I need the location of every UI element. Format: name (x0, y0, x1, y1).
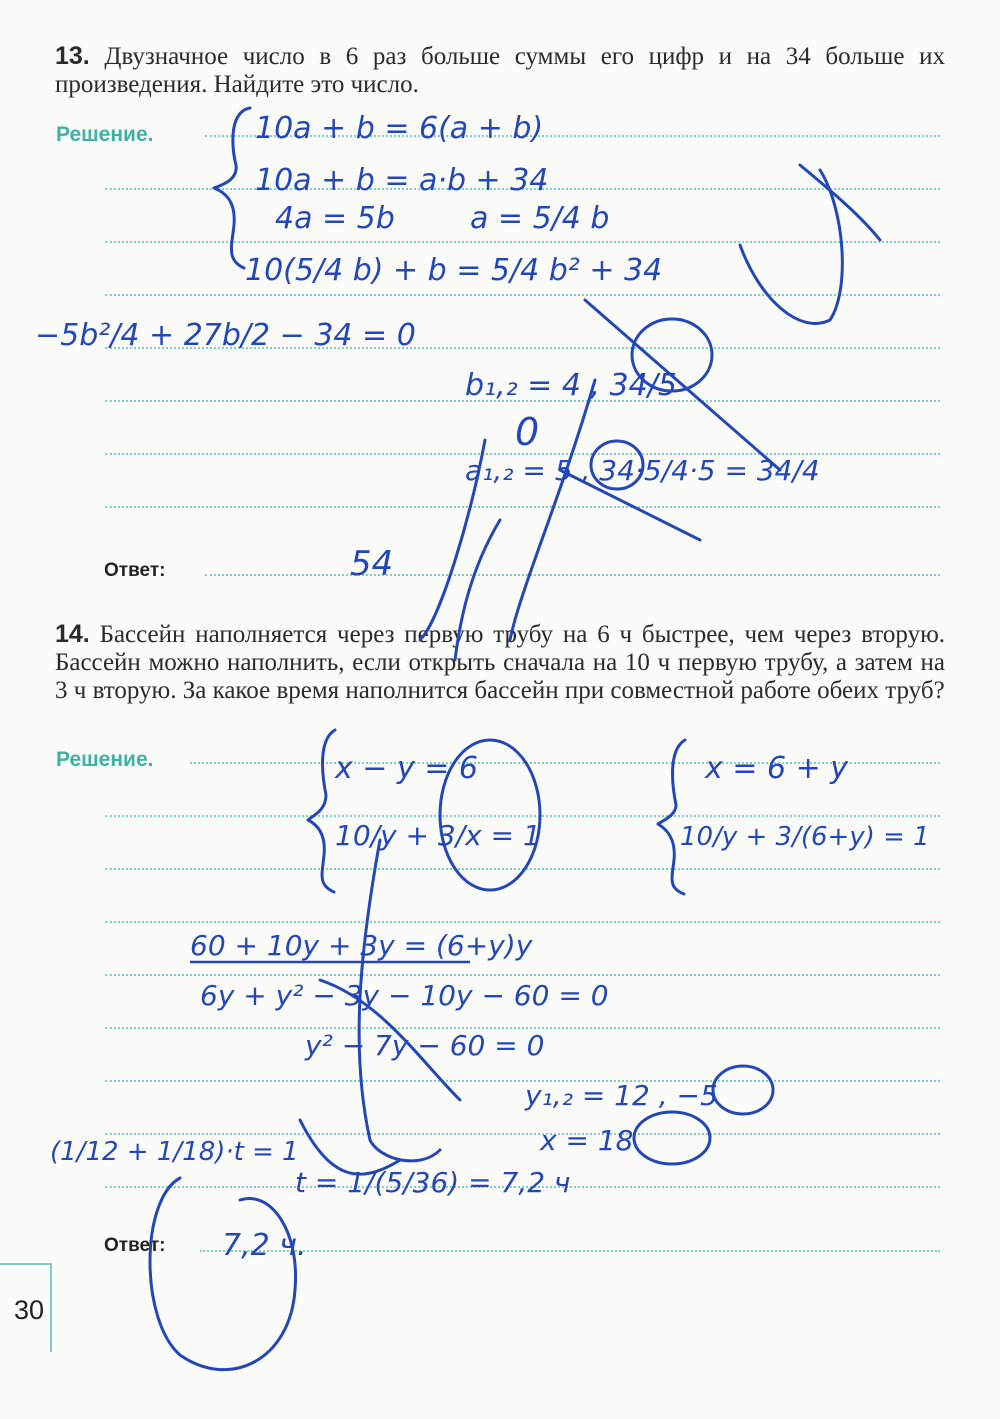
hw-eq1: 10a + b = 6(a + b) (255, 111, 544, 146)
hw-sys1a: x − y = 6 (335, 751, 479, 786)
check-mark-13 (740, 170, 842, 323)
problem-13-number: 13. (55, 42, 90, 70)
loop-scribble-14 (150, 1178, 296, 1370)
answer-label-13: Ответ: (104, 560, 166, 581)
circle-system (440, 740, 540, 890)
problem-14-number: 14. (55, 620, 90, 648)
page-number: 30 (14, 1295, 45, 1325)
hw-answer-14: 7,2 ч. (222, 1228, 307, 1263)
circle-root-x (634, 1112, 710, 1164)
answer-label-14: Ответ: (104, 1235, 166, 1256)
solution-label-13: Решение. (56, 123, 154, 146)
hw-sys2a: x = 6 + y (705, 751, 849, 786)
hw-line3: y² − 7y − 60 = 0 (305, 1029, 545, 1062)
hw-eq5: −5b²/4 + 27b/2 − 34 = 0 (35, 318, 416, 353)
hw-line1: 60 + 10y + 3y = (6+y)y (190, 929, 533, 962)
pen-scribble-13 (420, 380, 595, 660)
solution-label-14: Решение. (56, 748, 154, 771)
system-brace-14b (658, 740, 685, 894)
hw-zero: 0 (515, 410, 540, 454)
hw-eq2: 10a + b = a·b + 34 (255, 163, 549, 198)
problem-14-statement: Бассейн наполняется через первую трубу на 6 ч быстрее, чем через вторую. Бассейн можно наполнить, если открыть сначала на 10 ч первую трубу, а затем на 3 ч вторую. За какое время наполнится бассейн при совместной работе обеих труб? (55, 621, 945, 704)
hw-eq3: 4a = 5b (275, 201, 395, 236)
hw-roots-b: b₁,₂ = 4 , 34/5 (465, 368, 677, 403)
hw-root-x: x = 18 (540, 1124, 634, 1157)
problem-13-statement: Двузначное число в 6 раз больше суммы его цифр и на 34 больше их произведения. Найдите это число. (55, 43, 945, 98)
system-brace (214, 108, 250, 268)
hw-sys2b: 10/y + 3/(6+y) = 1 (680, 822, 930, 852)
hw-sum: (1/12 + 1/18)·t = 1 (50, 1137, 299, 1167)
hw-t: t = 1/(5/36) = 7,2 ч (295, 1166, 571, 1199)
hw-roots-y: y₁,₂ = 12 , −5 (525, 1079, 718, 1112)
hw-answer-13: 54 (350, 544, 394, 584)
hw-line2: 6y + y² − 3y − 10y − 60 = 0 (200, 979, 609, 1012)
system-brace-14 (308, 730, 335, 892)
hw-eq4: 10(5/4 b) + b = 5/4 b² + 34 (245, 253, 663, 288)
circle-root-y (713, 1066, 773, 1114)
hw-sys1b: 10/y + 3/x = 1 (335, 819, 541, 852)
hw-eq3b: a = 5/4 b (470, 201, 610, 236)
hw-roots-a: a₁,₂ = 5 , 34·5/4·5 = 34/4 (465, 454, 820, 487)
